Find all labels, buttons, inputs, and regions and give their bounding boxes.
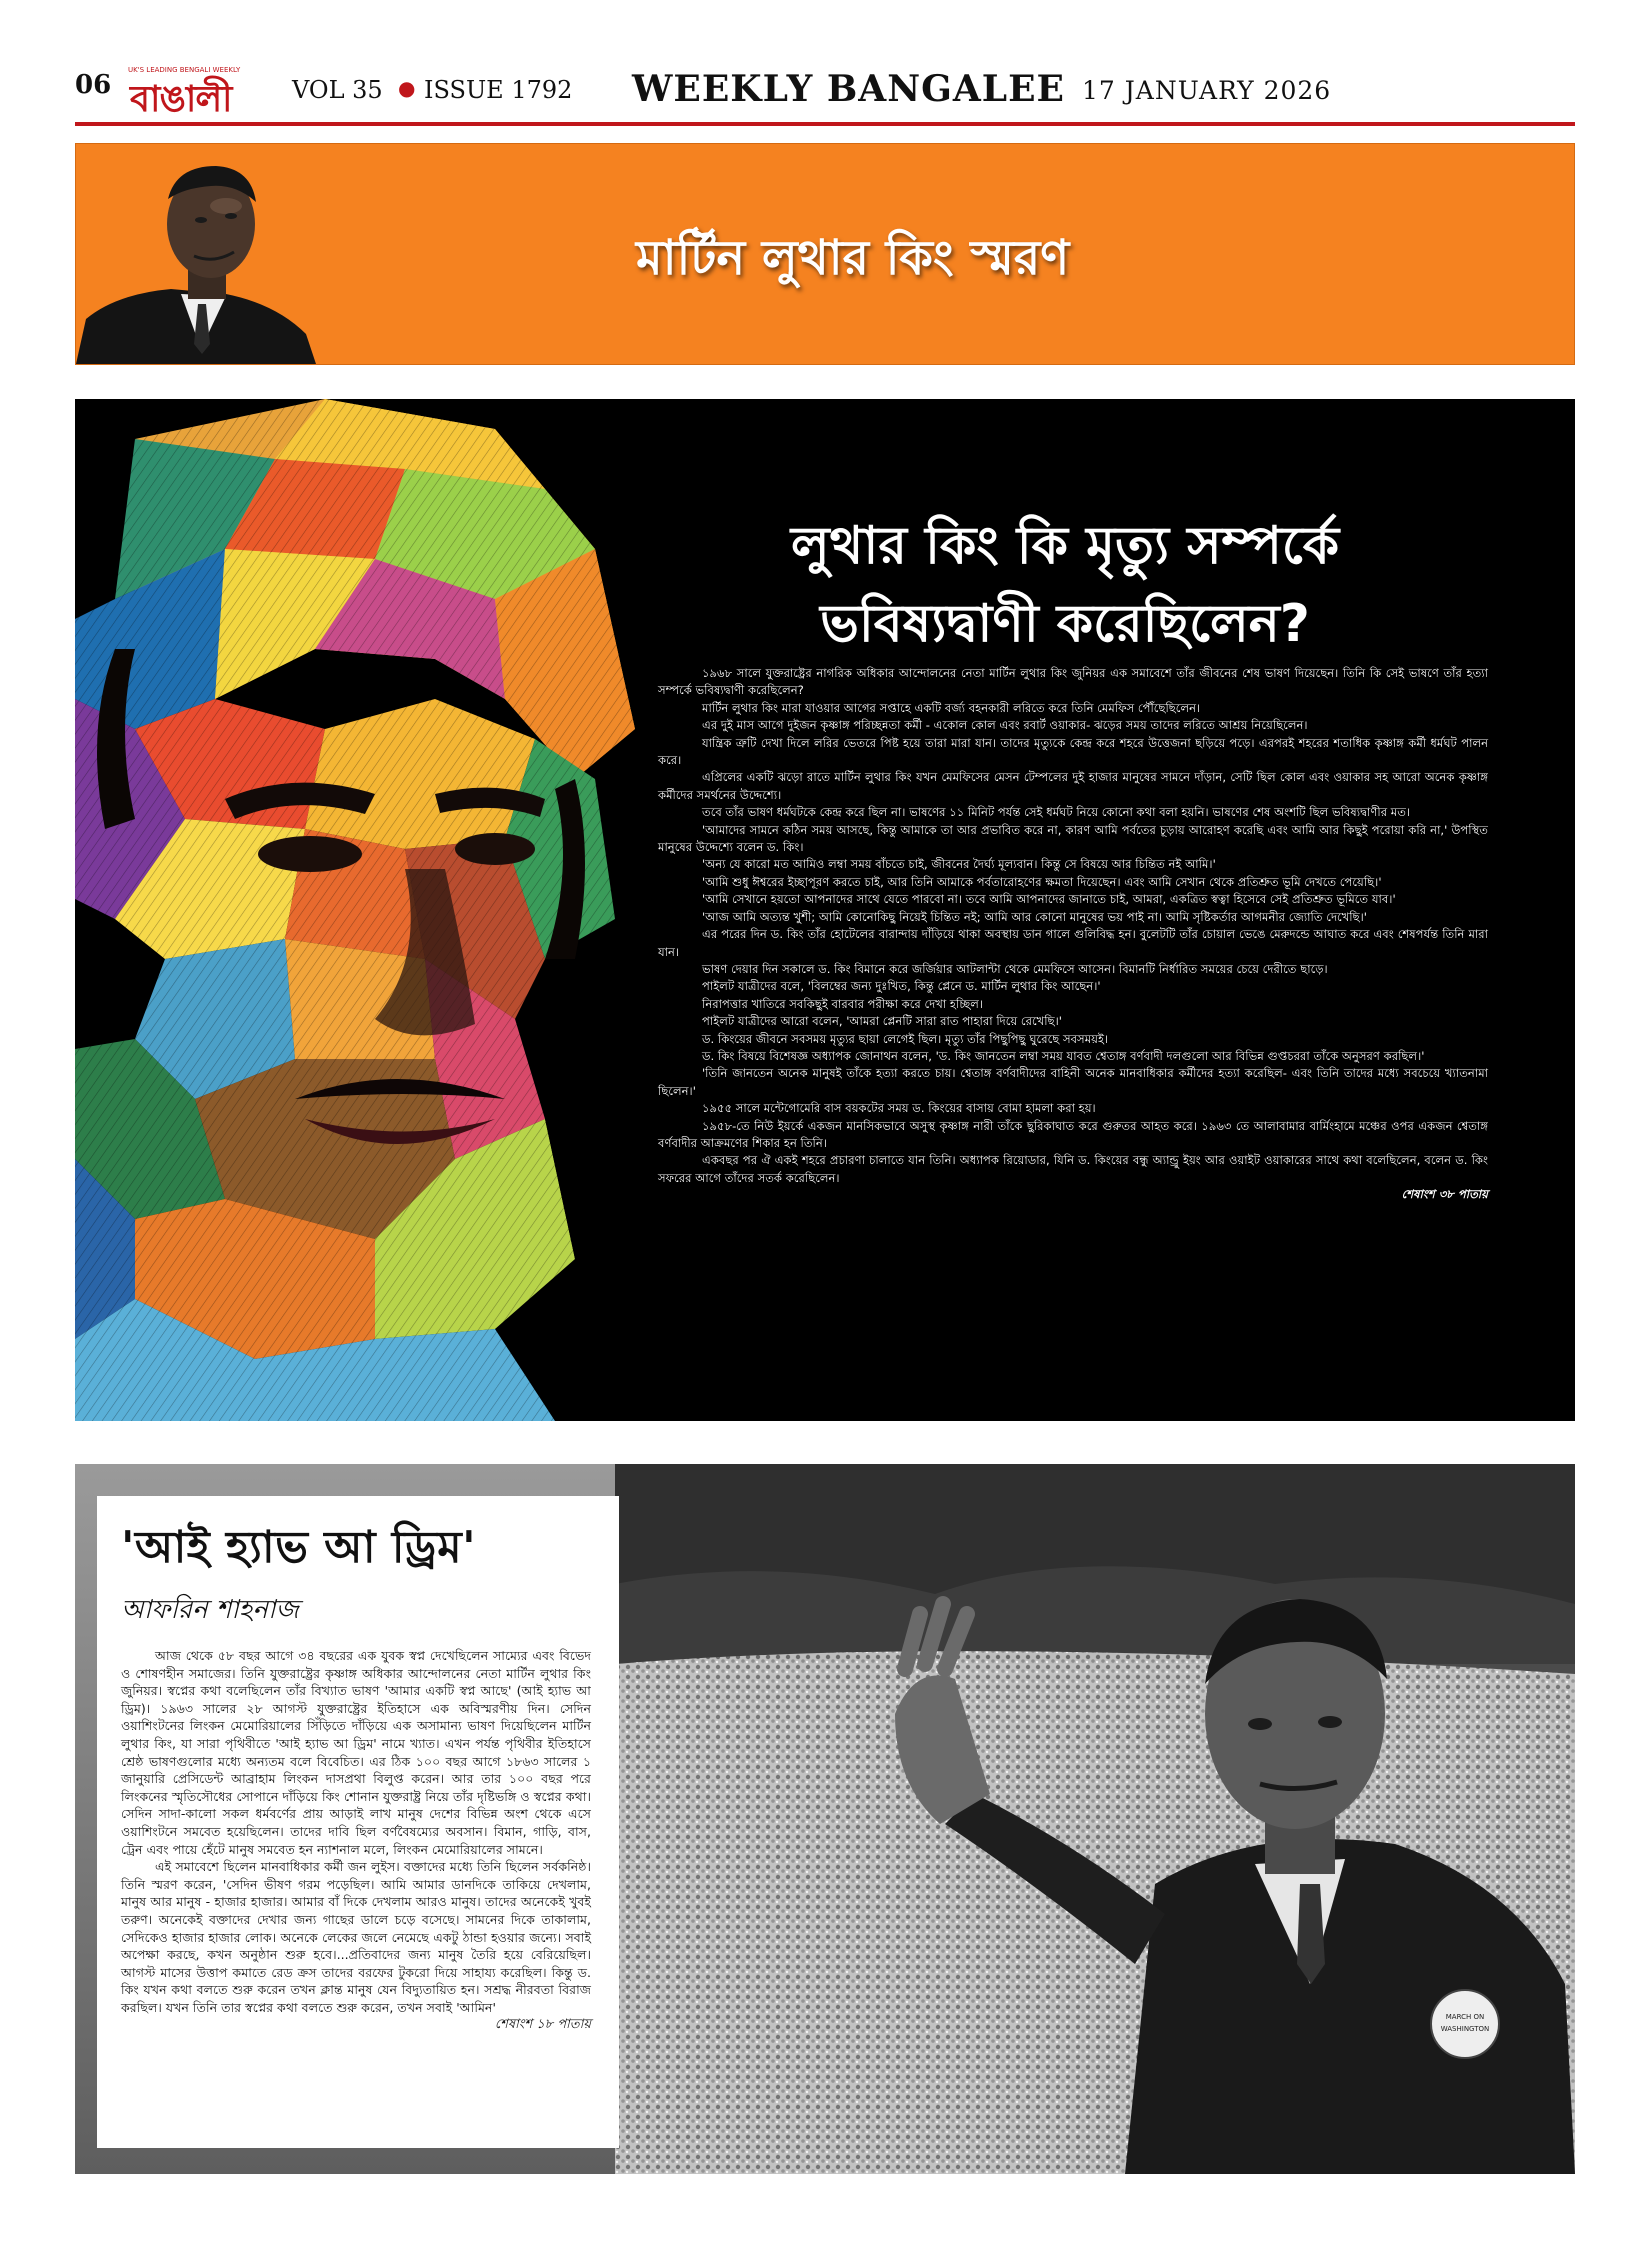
banner-portrait-image — [76, 144, 326, 364]
feature-paragraph: ১৯৬৮ সালে যুক্তরাষ্ট্রের নাগরিক অধিকার আন্দোলনের নেতা মার্টিন লুথার কিং জুনিয়র এক সমাবেশে তাঁর জীবনের শেষ ভাষণ দিয়েছেন। তিনি কি সেই ভাষণে তাঁর হত্যা সম্পর্কে ভবিষ্যদ্বাণী করেছিলেন? — [658, 666, 1488, 698]
feature-paragraph: 'আমি সেখানে হয়তো আপনাদের সাথে যেতে পারবো না। তবে আমি আপনাদের জানাতে চাই, আমরা, একত্রিত স্বত্বা হিসেবে সেই প্রতিশ্রুত ভূমিতে যাব।' — [702, 892, 1396, 907]
dream-paragraph: এই সমাবেশে ছিলেন মানবাধিকার কর্মী জন লুইস। বক্তাদের মধ্যে তিনি ছিলেন সর্বকনিষ্ঠ। তিনি স্মরণ করেন, 'সেদিন ভীষণ গরম পড়েছিল। আমি আমার ডানদিকে তাকিয়ে দেখলাম, মানুষ আর মানুষ - হাজার হাজার। আমার বাঁ দিকে দেখলাম আরও মানুষ। তাদের অনেকেই খুবই তরুণ। অনেকেই বক্তাদের দেখার জন্য গাছের ডালে চড়ে বসেছে। সামনের দিকে তাকালাম, সেদিকেও হাজার হাজার লোক। অনেকে লেকের জলে নেমেছে একটু ঠান্ডা হওয়ার জন্যে। সবাই অপেক্ষা করছে, কখন অনুষ্ঠান শুরু হবে।...প্রতিবাদের জন্য মানুষ তৈরি হয়ে বেরিয়েছিল। আগস্ট মাসের উত্তাপ কমাতে রেড ক্রস তাদের বরফের টুকরো দিয়ে সাহায্য করেছিল। কিন্তু ড. কিং যখন কথা বলতে শুরু করেন তখন ক্লান্ত মানুষ যেন বিদ্যুতায়িত হন। সশ্রদ্ধ নীরবতা বিরাজ করছিল। যখন তিনি তার স্বপ্নের কথা বলতে শুরু করেন, তখন সবাই 'আমিন' — [121, 1859, 591, 2015]
feature-paragraph: একবছর পর ঐ একই শহরে প্রচারণা চালাতে যান তিনি। অধ্যাপক রিয়োডার, যিনি ড. কিংয়ের বন্ধু অ্যান্ড্রু ইয়ং আর ওয়াইট ওয়াকারের সাথে কথা বলেছিলেন, বলেন ড. কিং সফরের আগে তাঁদের সতর্ক করেছিলেন। — [658, 1153, 1488, 1185]
dream-body — [121, 1647, 591, 2034]
logo-tagline: UK'S LEADING BENGALI WEEKLY — [128, 66, 241, 74]
section-banner — [75, 143, 1575, 365]
feature-paragraph: 'অন্য যে কারো মত আমিও লম্বা সময় বাঁচতে চাই, জীবনের দৈর্ঘ্য মূল্যবান। কিন্তু সে বিষয়ে আর চিন্তিত নই আমি।' — [702, 857, 1216, 872]
page-number: 06 — [75, 70, 112, 100]
feature-paragraph: ভাষণ দেয়ার দিন সকালে ড. কিং বিমানে করে জর্জিয়ার আটলান্টা থেকে মেমফিসে আসেন। বিমানটি নির্ধারিত সময়ের চেয়ে দেরীতে ছাড়ে। — [702, 961, 1328, 976]
pop-art-portrait-image — [75, 399, 685, 1421]
separator-dot-icon: ● — [398, 76, 416, 100]
continued-link[interactable]: শেষাংশ ১৮ পাতায় — [494, 2017, 591, 2033]
issue-label: ISSUE 1792 — [424, 76, 573, 104]
issue-date: 17 JANUARY 2026 — [1082, 76, 1332, 105]
feature-paragraph: মার্টিন লুথার কিং মারা যাওয়ার আগের সপ্তাহে একটি বর্জ্য বহনকারী লরিতে করে তিনি মেমফিস পৌঁছেছিলেন। — [702, 700, 1201, 715]
feature-paragraph: এর পরের দিন ড. কিং তাঁর হোটেলের বারান্দায় দাঁড়িয়ে থাকা অবস্থায় ডান গালে গুলিবিদ্ধ হন। বুলেটটি তাঁর চোয়াল ভেঙে মেরুদন্ডে আঘাত করে এবং শেষপর্যন্ত তিনি মারা যান। — [658, 927, 1488, 959]
badge-text-line1: MARCH ON — [1445, 2013, 1485, 2021]
dream-paragraph: আজ থেকে ৫৮ বছর আগে ৩৪ বছরের এক যুবক স্বপ্ন দেখেছিলেন সাম্যের এবং বিভেদ ও শোষণহীন সমাজের। তিনি যুক্তরাষ্ট্রের কৃষ্ণাঙ্গ অধিকার আন্দোলনের নেতা মার্টিন লুথার কিং জুনিয়র। স্বপ্নের কথা বলেছিলেন তাঁর বিখ্যাত ভাষণ 'আমার একটি স্বপ্ন আছে' (আই হ্যাভ আ ড্রিম)। ১৯৬৩ সালের ২৮ আগস্ট যুক্তরাষ্ট্রের ইতিহাসে এক অবিস্মরণীয় দিন। সেদিন ওয়াশিংটনের লিংকন মেমোরিয়ালের সিঁড়িতে দাঁড়িয়ে এক অসামান্য ভাষণ দিয়েছিলেন মার্টিন লুথার কিং, যা সারা পৃথিবীতে 'আই হ্যাভ আ ড্রিম' নামে খ্যাত। এখন পর্যন্ত পৃথিবীর ইতিহাসে শ্রেষ্ঠ ভাষণগুলোর মধ্যে অন্যতম বলে বিবেচিত। এর ঠিক ১০০ বছর আগে ১৮৬৩ সালের ১ জানুয়ারি প্রেসিডেন্ট আব্রাহাম লিংকন দাসপ্রথা বিলুপ্ত করেন। আর তার ১০০ বছর পরে লিংকনের স্মৃতিসৌধের সোপানে দাঁড়িয়ে কিং শোনান যুক্তরাষ্ট্র নিয়ে তাঁর দৃষ্টিভঙ্গি ও স্বপ্নের কথা। সেদিন সাদা-কালো সকল ধর্মবর্ণের প্রায় আড়াই লাখ মানুষ দেশের বিভিন্ন অংশ থেকে এসে ওয়াশিংটনে সমবেত হয়েছিলেন। তাদের দাবি ছিল বর্ণবৈষম্যের অবসান। বিমান, গাড়ি, বাস, ট্রেন এবং পায়ে হেঁটে মানুষ সমবেত হন ন্যাশনাল মলে, লিংকন মেমোরিয়ালের সামনে। — [121, 1648, 591, 1857]
masthead — [0, 60, 1650, 130]
feature-paragraph: ১৯৫৫ সালে মন্টেগোমেরি বাস বয়কটের সময় ড. কিংয়ের বাসায় বোমা হামলা করা হয়। — [702, 1101, 1096, 1116]
newspaper-logo[interactable] — [128, 66, 241, 120]
feature-paragraph: ১৯৫৮-তে নিউ ইয়র্কে একজন মানসিকভাবে অসুস্থ কৃষ্ণাঙ্গ নারী তাঁকে ছুরিকাঘাত করে গুরুতর আহত করে। ১৯৬৩ তে আলাবামার বার্মিংহামে মঞ্চের ওপর একজন শ্বেতাঙ্গ বর্ণবাদীর আক্রমণের শিকার হন তিনি। — [658, 1118, 1488, 1150]
feature-paragraph: 'আমি শুধু ঈশ্বরের ইচ্ছাপূরণ করতে চাই, আর তিনি আমাকে পর্বতারোহণের ক্ষমতা দিয়েছেন। এবং আমি সেখান থেকে প্রতিশ্রুত ভূমি দেখতে পেয়েছি।' — [702, 874, 1382, 889]
feature-paragraph: পাইলট যাত্রীদের আরো বলেন, 'আমরা প্লেনটি সারা রাত পাহারা দিয়ে রেখেছি।' — [702, 1014, 1062, 1029]
feature-paragraph: 'আজ আমি অত্যন্ত খুশী; আমি কোনোকিছু নিয়েই চিন্তিত নই; আমি আর কোনো মানুষের ভয় পাই না। আমি সৃষ্টিকর্তার আগমনীর জ্যোতি দেখেছি।' — [702, 909, 1367, 924]
feature-paragraph: ড. কিংয়ের জীবনে সবসময় মৃত্যুর ছায়া লেগেই ছিল। মৃত্যু তাঁর পিছুপিছু ঘুরেছে সবসময়ই। — [702, 1031, 1109, 1046]
header-rule — [75, 122, 1575, 126]
feature-headline-line1: লুথার কিং কি মৃত্যু সম্পর্কে — [790, 516, 1340, 576]
feature-paragraph: 'আমাদের সামনে কঠিন সময় আসছে, কিন্তু আমাকে তা আর প্রভাবিত করে না, কারণ আমি পর্বতের চূড়ায় আরোহণ করেছি এবং আমি আর কিছুই পরোয়া করি না,' উপস্থিত মানুষের উদ্দেশ্যে বলেন ড. কিং। — [658, 822, 1488, 855]
banner-title: মার্টিন লুথার কিং স্মরণ — [636, 230, 1070, 286]
dream-byline: আফরিন শাহনাজ — [121, 1595, 299, 1625]
feature-article — [75, 399, 1575, 1421]
feature-paragraph: এর দুই মাস আগে দুইজন কৃষ্ণাঙ্গ পরিচ্ছন্নতা কর্মী - একোল কোল এবং রবার্ট ওয়াকার- ঝড়ের সময় তাদের লরিতে আশ্রয় নিয়েছিলেন। — [702, 718, 1308, 733]
feature-headline — [635, 507, 1495, 663]
feature-paragraph: নিরাপত্তার খাতিরে সবকিছুই বারবার পরীক্ষা করে দেখা হচ্ছিল। — [702, 996, 984, 1011]
paper-name: WEEKLY BANGALEE — [632, 68, 1065, 110]
dream-text-box — [97, 1496, 619, 2148]
feature-body — [658, 665, 1488, 1204]
volume-label: VOL 35 — [292, 76, 383, 104]
feature-paragraph: এপ্রিলের একটি ঝড়ো রাতে মার্টিন লুথার কিং যখন মেমফিসের মেসন টেম্পলের দুই হাজার মানুষের সামনে দাঁড়ান, সেটি ছিল কোল এবং ওয়াকার সহ আরো অনেক কৃষ্ণাঙ্গ কর্মীদের সমর্থনের উদ্দেশ্যে। — [658, 770, 1488, 802]
continued-link[interactable]: শেষাংশ ৩৮ পাতায় — [1401, 1187, 1488, 1202]
feature-paragraph: পাইলট যাত্রীদের বলে, 'বিলম্বের জন্য দুঃখিত, কিন্তু প্লেনে ড. মার্টিন লুথার কিং আছেন।' — [702, 979, 1101, 994]
feature-paragraph: তবে তাঁর ভাষণ ধর্মঘটকে কেন্দ্র করে ছিল না। ভাষণের ১১ মিনিট পর্যন্ত সেই ধর্মঘট নিয়ে কোনো কথা বলা হয়নি। ভাষণের শেষ অংশটি ছিল ভবিষ্যদ্বাণীর মত। — [702, 805, 1411, 820]
feature-headline-line2: ভবিষ্যদ্বাণী করেছিলেন? — [820, 594, 1310, 654]
dream-headline: 'আই হ্যাভ আ ড্রিম' — [121, 1522, 477, 1573]
dream-article — [75, 1464, 1575, 2174]
feature-paragraph: 'তিনি জানতেন অনেক মানুষই তাঁকে হত্যা করতে চায়। শ্বেতাঙ্গ বর্ণবাদীদের বাহিনী অনেক মানবাধিকার কর্মীদের হত্যা করেছিল- এবং তিনি তাদের মধ্যে সবচেয়ে খ্যাতনামা ছিলেন।' — [658, 1066, 1488, 1098]
feature-paragraph: ড. কিং বিষয়ে বিশেষজ্ঞ অধ্যাপক জোনাথন বলেন, 'ড. কিং জানতেন লম্বা সময় যাবত শ্বেতাঙ্গ বর্ণবাদী দলগুলো আর বিভিন্ন গুপ্তচররা তাঁকে অনুসরণ করছিল।' — [702, 1048, 1425, 1063]
badge-text-line2: WASHINGTON — [1440, 2025, 1490, 2033]
logo-text: বাঙালী — [130, 79, 232, 120]
feature-paragraph: যান্ত্রিক ত্রুটি দেখা দিলে লরির ভেতরে পিষ্ট হয়ে তারা মারা যান। তাদের মৃত্যুকে কেন্দ্র করে শহরে উত্তেজনা ছড়িয়ে পড়ে। এরপরই শহরের শতাধিক কৃষ্ণাঙ্গ কর্মী ধর্মঘট পালন করে। — [658, 735, 1488, 768]
